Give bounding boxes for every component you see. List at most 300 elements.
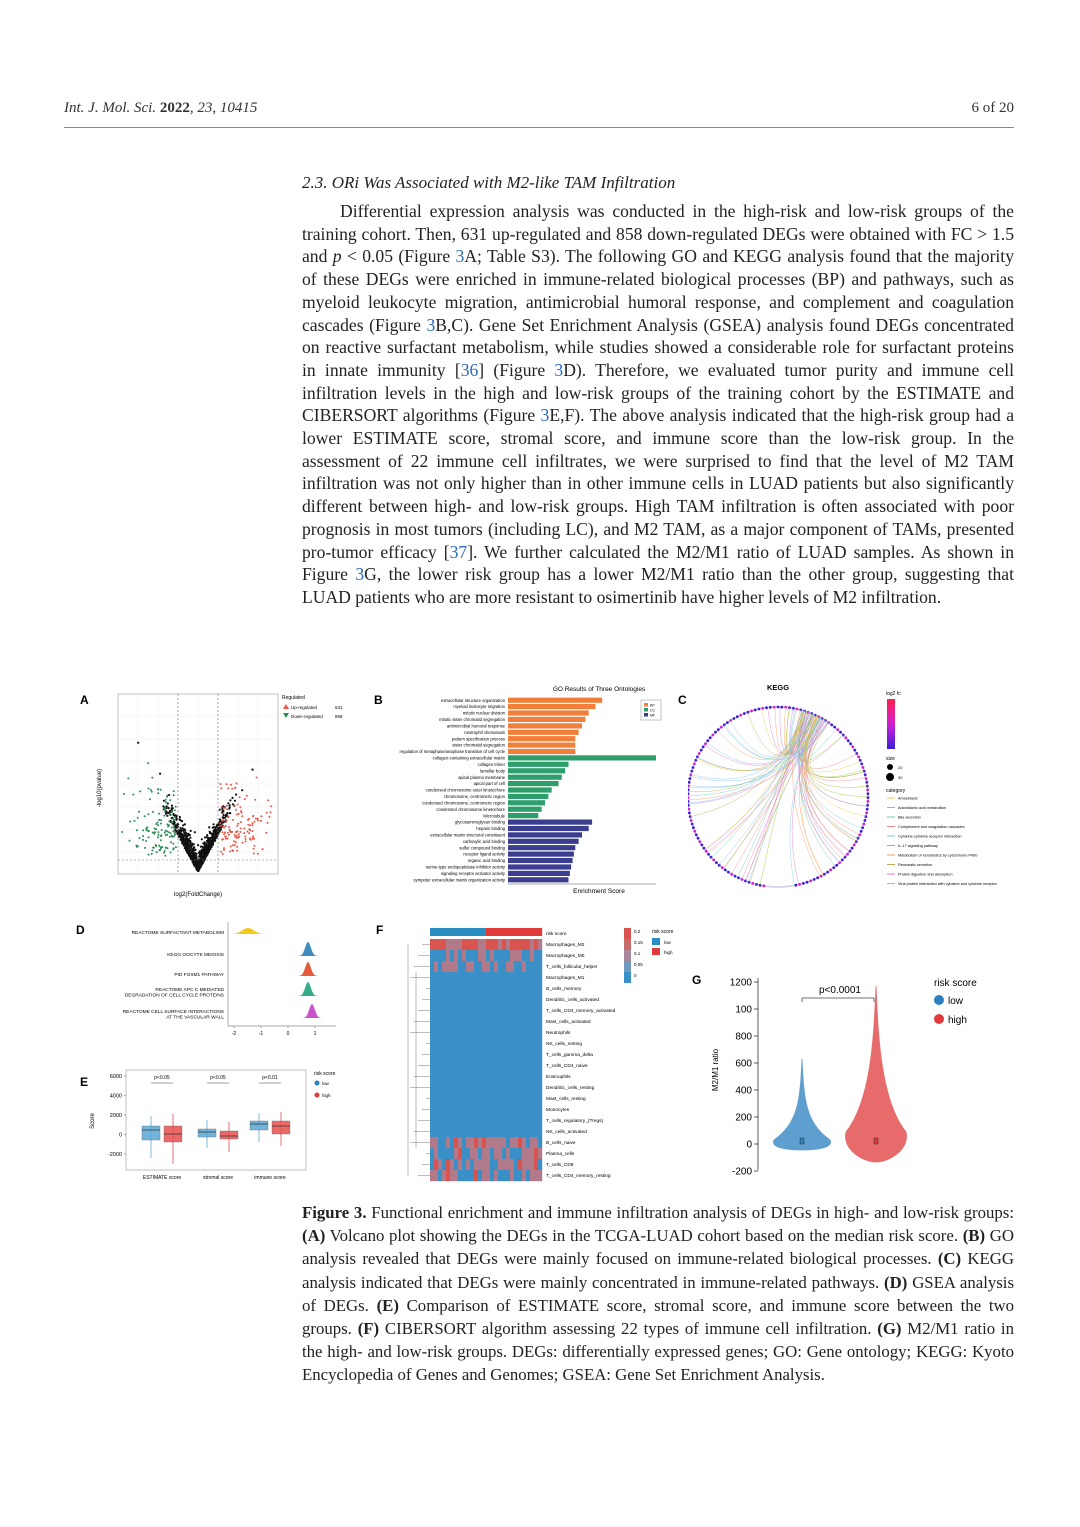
kegg-gene-dot: [853, 844, 856, 847]
heatmap-cell: [494, 1093, 498, 1104]
volcano-point: [220, 787, 222, 789]
heatmap-cell: [458, 983, 462, 994]
heatmap-cell: [486, 1115, 490, 1126]
heatmap-cell: [534, 1082, 538, 1093]
heatmap-cell: [474, 1038, 478, 1049]
heatmap-cell: [442, 1137, 446, 1148]
heatmap-cell: [498, 1148, 502, 1159]
heatmap-cell: [438, 1049, 442, 1060]
heatmap-cell: [538, 1016, 542, 1027]
volcano-point: [227, 832, 229, 834]
volcano-point: [148, 788, 150, 790]
heatmap-cell: [514, 994, 518, 1005]
go-term-label: carboxylic acid binding: [462, 838, 505, 844]
heatmap-cell: [530, 994, 534, 1005]
heatmap-legend-title: risk score: [652, 929, 674, 935]
volcano-point: [234, 844, 236, 846]
heatmap-cell: [522, 1038, 526, 1049]
heatmap-cell: [458, 1049, 462, 1060]
kegg-gene-dot: [688, 789, 690, 792]
volcano-point: [247, 824, 249, 826]
heatmap-cell: [502, 1060, 506, 1071]
volcano-point: [151, 791, 153, 793]
heatmap-cell: [466, 1159, 470, 1170]
heatmap-cell: [502, 1159, 506, 1170]
heatmap-cell: [438, 928, 442, 936]
heatmap-cell: [458, 1148, 462, 1159]
go-term-label: condensed chromosome outer kinetochore: [425, 787, 505, 793]
heatmap-cell: [486, 1126, 490, 1137]
heatmap-cell: [466, 1049, 470, 1060]
heatmap-cell: [530, 939, 534, 950]
volcano-point: [254, 845, 256, 847]
kegg-gene-dot: [849, 850, 852, 853]
legend-up-label: Up-regulated: [291, 705, 318, 710]
heatmap-cell: [454, 1137, 458, 1148]
heatmap-cell: [438, 1016, 442, 1027]
heatmap-cell: [514, 1126, 518, 1137]
volcano-point: [193, 846, 195, 848]
volcano-point: [229, 812, 231, 814]
up-triangle-icon: [283, 704, 289, 709]
heatmap-cell: [474, 1170, 478, 1181]
volcano-point: [236, 783, 238, 785]
heatmap-cell: [486, 1005, 490, 1016]
heatmap-cell: [506, 1104, 510, 1115]
heatmap-cell: [458, 950, 462, 961]
go-bar: [508, 704, 596, 709]
volcano-point: [157, 831, 159, 833]
category-label: Metabolism of xenobiotics by cytochrome P450: [898, 853, 978, 858]
heatmap-cell: [490, 1016, 494, 1027]
go-bars: [400, 698, 656, 884]
heatmap-cell: [482, 994, 486, 1005]
go-term-label: extracellular structure organization: [440, 697, 505, 703]
heatmap-cell: [510, 1005, 514, 1016]
volcano-point: [167, 802, 169, 804]
volcano-point: [166, 796, 168, 798]
heatmap-cell: [490, 983, 494, 994]
heatmap-cell: [466, 1071, 470, 1082]
volcano-point: [230, 831, 232, 833]
volcano-point: [249, 824, 251, 826]
volcano-point: [123, 793, 125, 795]
heatmap-cell: [502, 1038, 506, 1049]
heatmap-cell: [450, 1038, 454, 1049]
volcano-point: [220, 851, 222, 853]
go-bar: [508, 762, 569, 767]
heatmap-cell: [538, 939, 542, 950]
heatmap-cell: [502, 1027, 506, 1038]
volcano-point: [153, 847, 155, 849]
figure-link[interactable]: 3: [554, 359, 564, 380]
heatmap-cell: [538, 1159, 542, 1170]
go-bar: [508, 832, 582, 837]
volcano-point: [194, 856, 196, 858]
page-number: 6 of 20: [971, 100, 1014, 116]
volcano-point: [210, 842, 212, 844]
figure-link[interactable]: 3: [540, 405, 550, 426]
heatmap-cell: [458, 1027, 462, 1038]
heatmap-cell: [470, 939, 474, 950]
volcano-point: [165, 799, 167, 801]
volcano-point: [251, 822, 253, 824]
heatmap-cell: [486, 950, 490, 961]
kegg-gene-dot: [853, 749, 856, 752]
heatmap-cell: [490, 1093, 494, 1104]
go-term-label: lamellar body: [480, 768, 505, 774]
volcano-point: [173, 824, 175, 826]
heatmap-cell: [474, 1093, 478, 1104]
heatmap-cell: [462, 1093, 466, 1104]
heatmap-cell: [534, 1060, 538, 1071]
kegg-gene-dot: [714, 731, 717, 734]
heatmap-cell: [518, 1060, 522, 1071]
volcano-point: [196, 865, 198, 867]
heatmap-cell: [506, 1005, 510, 1016]
heatmap-cell: [490, 1148, 494, 1159]
volcano-point: [209, 832, 211, 834]
volcano-point: [223, 814, 225, 816]
box-body: [198, 1129, 216, 1137]
volcano-point: [191, 845, 193, 847]
volcano-point: [236, 837, 238, 839]
volcano-point: [212, 844, 214, 846]
volcano-point: [236, 813, 238, 815]
heatmap-cell: [518, 961, 522, 972]
heatmap-cell: [454, 939, 458, 950]
heatmap-cell: [450, 1071, 454, 1082]
heatmap-cell: [462, 1159, 466, 1170]
figure-link[interactable]: 3: [455, 246, 465, 267]
heatmap-cell: [494, 1148, 498, 1159]
go-term-label: neutrophil chemotaxis: [464, 729, 505, 735]
kegg-gene-dot: [688, 808, 690, 811]
citation-link[interactable]: 37: [449, 541, 468, 562]
heatmap-cell: [530, 1170, 534, 1181]
legend-down-count: 858: [335, 714, 343, 719]
volcano-point: [252, 815, 254, 817]
heatmap-cell: [514, 1148, 518, 1159]
heatmap-cell: [430, 1137, 434, 1148]
heatmap-cell: [478, 1082, 482, 1093]
kegg-gene-dot: [754, 709, 757, 712]
volcano-point: [149, 798, 151, 800]
volcano-point: [228, 826, 230, 828]
heatmap-cell: [486, 1016, 490, 1027]
kegg-gene-dot: [836, 728, 839, 731]
kegg-gene-dot: [727, 871, 730, 874]
volcano-point: [230, 784, 232, 786]
heatmap-cell: [538, 994, 542, 1005]
box-pvalue: p<0.05: [210, 1075, 226, 1081]
heatmap-cell: [466, 1093, 470, 1104]
gsea-ridge: [294, 962, 322, 976]
kegg-gene-dot: [864, 773, 867, 776]
heatmap-cell: [530, 1016, 534, 1027]
heatmap-cell: [434, 1049, 438, 1060]
heatmap-cell: [526, 1005, 530, 1016]
volcano-point: [163, 815, 165, 817]
volcano-point: [132, 794, 134, 796]
go-bar: [508, 794, 548, 799]
heatmap-cell: [514, 972, 518, 983]
heatmap-cell: [514, 1082, 518, 1093]
volcano-point: [187, 844, 189, 846]
volcano-point: [245, 840, 247, 842]
kegg-chord-diagram: [688, 681, 1018, 901]
volcano-point: [262, 848, 264, 850]
gsea-term-label: PID FOXM1 PATHWAY: [174, 973, 224, 978]
go-bar: [508, 871, 570, 876]
heatmap-cell: [482, 950, 486, 961]
legend-label: MF: [650, 713, 656, 718]
heatmap-row-label: T_cells_CD4_memory_resting: [546, 1174, 611, 1179]
heatmap-cell: [430, 1038, 434, 1049]
heatmap-cell: [530, 1148, 534, 1159]
volcano-point: [172, 830, 174, 832]
heatmap-cell: [490, 1038, 494, 1049]
heatmap-cell: [438, 950, 442, 961]
heatmap-cell: [534, 1148, 538, 1159]
heatmap-cell: [522, 972, 526, 983]
volcano-point: [203, 852, 205, 854]
heatmap-row-label: T_cells_gamma_delta: [546, 1053, 593, 1058]
heatmap-cell: [442, 950, 446, 961]
volcano-point: [185, 839, 187, 841]
kegg-gene-dot: [700, 844, 703, 847]
volcano-point: [176, 815, 178, 817]
legend-high-dot-icon: [934, 1014, 944, 1024]
heatmap-cell: [538, 983, 542, 994]
heatmap-cell: [430, 1104, 434, 1115]
heatmap-cell: [470, 1093, 474, 1104]
heatmap-cell: [526, 1060, 530, 1071]
heatmap-cell: [518, 972, 522, 983]
go-term-label: sympoter extracellular matrix organization activity: [413, 877, 505, 883]
heatmap-cell: [514, 1170, 518, 1181]
heatmap-cell: [458, 1005, 462, 1016]
gsea-term-label: KEGG OOCYTE MEIOSIS: [167, 953, 224, 958]
figure-link[interactable]: 3: [355, 564, 365, 585]
volcano-point: [221, 806, 223, 808]
heatmap-cell: [518, 1170, 522, 1181]
heatmap-cell: [510, 983, 514, 994]
volcano-point: [204, 847, 206, 849]
volcano-point: [157, 788, 159, 790]
heatmap-cell: [518, 1049, 522, 1060]
heatmap-cell: [446, 961, 450, 972]
volcano-point: [226, 812, 228, 814]
volcano-point: [150, 789, 152, 791]
header-divider: [64, 127, 1014, 128]
heatmap-cell: [454, 928, 458, 936]
volcano-point: [158, 834, 160, 836]
colorscale-label: 0.15: [634, 940, 643, 945]
heatmap-cell: [434, 1038, 438, 1049]
heatmap-cell: [434, 1104, 438, 1115]
heatmap-row-label: Eosinophils: [546, 1075, 571, 1080]
heatmap-cell: [486, 1137, 490, 1148]
volcano-point: [241, 812, 243, 814]
heatmap-cell: [470, 1016, 474, 1027]
legend-label: CC: [650, 708, 656, 713]
volcano-point: [243, 832, 245, 834]
heatmap-cell: [486, 1159, 490, 1170]
volcano-point: [236, 850, 238, 852]
volcano-point: [206, 834, 208, 836]
heatmap-cell: [446, 1060, 450, 1071]
heatmap-cell: [458, 1093, 462, 1104]
heatmap-cell: [434, 1027, 438, 1038]
heatmap-cell: [486, 928, 490, 936]
body-text-span: A; Table S3). The following GO and KEGG analysis found that the majority of these DEGs were enriched in immune-related biological processes (BP) and pathways, such as myeloid leukocyte migration, antimicrobial humoral response, and complement and coagulation cascades (Figure: [302, 246, 1014, 335]
heatmap-cell: [478, 939, 482, 950]
heatmap-cell: [534, 994, 538, 1005]
volcano-point: [156, 851, 158, 853]
go-term-label: mitotic sister chromatid segregation: [439, 717, 505, 723]
volcano-point: [236, 835, 238, 837]
heatmap-cell: [446, 1159, 450, 1170]
go-term-label: pattern specification process: [451, 736, 505, 742]
heatmap-cell: [510, 1071, 514, 1082]
heatmap-cell: [438, 1027, 442, 1038]
body-text-span: G, the lower risk group has a lower M2/M1 ratio than the other group, suggesting that LUAD patients who are more resistant to osimertinib have higher levels of M2 infiltration.: [302, 564, 1014, 607]
kegg-gene-dot: [851, 847, 854, 850]
figure-link[interactable]: 3: [426, 314, 436, 335]
go-term-label: antimicrobial humoral response: [446, 723, 505, 729]
violin-low-box: [800, 1138, 804, 1144]
volcano-point: [229, 829, 231, 831]
heatmap-cell: [478, 1126, 482, 1137]
heatmap-cell: [438, 1082, 442, 1093]
heatmap-cell: [434, 1071, 438, 1082]
kegg-gene-dot: [750, 710, 753, 713]
volcano-point: [235, 841, 237, 843]
violin-ytick: 100: [735, 1004, 752, 1016]
volcano-point: [197, 870, 199, 872]
go-bar: [508, 736, 575, 741]
heatmap-cell: [482, 972, 486, 983]
heatmap-panel: [402, 924, 702, 1184]
heatmap-cell: [526, 1104, 530, 1115]
volcano-point: [137, 742, 139, 744]
heatmap-row-label: Macrophages_M2: [546, 943, 585, 948]
heatmap-cell: [442, 1027, 446, 1038]
citation-link[interactable]: 36: [460, 359, 479, 380]
heatmap-cell: [446, 1093, 450, 1104]
caption-text: Comparison of ESTIMATE score, stromal score, and immune score between the two groups.: [302, 1295, 1014, 1339]
volcano-point: [173, 794, 175, 796]
heatmap-cell: [538, 1027, 542, 1038]
heatmap-cell: [454, 1049, 458, 1060]
estimate-boxplot: [88, 1066, 350, 1182]
heatmap-cell: [462, 1060, 466, 1071]
heatmap-cell: [534, 1115, 538, 1126]
heatmap-cell: [530, 983, 534, 994]
caption-text: GO analysis revealed that DEGs were mainly focused on immune-related biological processes.: [302, 1226, 1014, 1269]
volcano-point: [225, 814, 227, 816]
box-frame: [126, 1070, 306, 1170]
go-xlabel: Enrichment Score: [573, 888, 625, 895]
heatmap-cell: [474, 1115, 478, 1126]
heatmap-cell: [490, 1170, 494, 1181]
heatmap-cell: [494, 1104, 498, 1115]
volcano-point: [218, 831, 220, 833]
heatmap-cell: [502, 961, 506, 972]
kegg-gene-dot: [846, 853, 849, 856]
go-bar: [508, 852, 574, 857]
volcano-point: [189, 855, 191, 857]
heatmap-cell: [506, 1049, 510, 1060]
heatmap-cell: [442, 983, 446, 994]
heatmap-cell: [474, 1005, 478, 1016]
volcano-point: [157, 836, 159, 838]
volcano-point: [257, 819, 259, 821]
kegg-gene-dot: [729, 719, 732, 722]
heatmap-cell: [518, 1104, 522, 1115]
volcano-point: [169, 813, 171, 815]
heatmap-cell: [490, 1104, 494, 1115]
volcano-point: [155, 823, 157, 825]
kegg-gene-dot: [862, 823, 865, 826]
heatmap-cell: [470, 1071, 474, 1082]
volcano-point: [160, 847, 162, 849]
heatmap-cell: [458, 1126, 462, 1137]
body-text-span: < 0.05 (Figure: [341, 246, 456, 267]
heatmap-cell: [522, 1071, 526, 1082]
volcano-point: [194, 831, 196, 833]
heatmap-cell: [430, 983, 434, 994]
volcano-point: [218, 827, 220, 829]
heatmap-cell: [438, 994, 442, 1005]
volcano-point: [231, 797, 233, 799]
volcano-point: [240, 828, 242, 830]
volcano-point: [219, 783, 221, 785]
heatmap-cell: [466, 994, 470, 1005]
volcano-point: [245, 838, 247, 840]
volcano-point: [267, 799, 269, 801]
go-bar: [508, 826, 589, 831]
volcano-point: [138, 811, 140, 813]
volcano-point: [169, 836, 171, 838]
volcano-point: [200, 863, 202, 865]
go-term-label: organic acid binding: [467, 858, 505, 864]
volcano-point: [148, 854, 150, 856]
volcano-point: [159, 773, 161, 775]
heatmap-cell: [478, 1115, 482, 1126]
heatmap-cell: [522, 928, 526, 936]
heatmap-cell: [506, 1082, 510, 1093]
kegg-gene-dot: [867, 800, 870, 803]
heatmap-cell: [486, 1148, 490, 1159]
heatmap-cell: [486, 1049, 490, 1060]
heatmap-cell: [454, 1060, 458, 1071]
category-label: Amoebiasis: [898, 796, 918, 801]
volcano-point: [174, 834, 176, 836]
kegg-panel: [688, 681, 1018, 901]
heatmap-cell: [438, 983, 442, 994]
heatmap-cell: [450, 950, 454, 961]
heatmap-cell: [522, 1159, 526, 1170]
heatmap-legend-low: low: [664, 940, 671, 945]
violin-legend-low: low: [948, 996, 964, 1007]
volcano-point: [270, 811, 272, 813]
heatmap-cell: [534, 983, 538, 994]
box-group-label: immune score: [254, 1175, 286, 1181]
volcano-point: [260, 820, 262, 822]
heatmap-cell: [526, 972, 530, 983]
